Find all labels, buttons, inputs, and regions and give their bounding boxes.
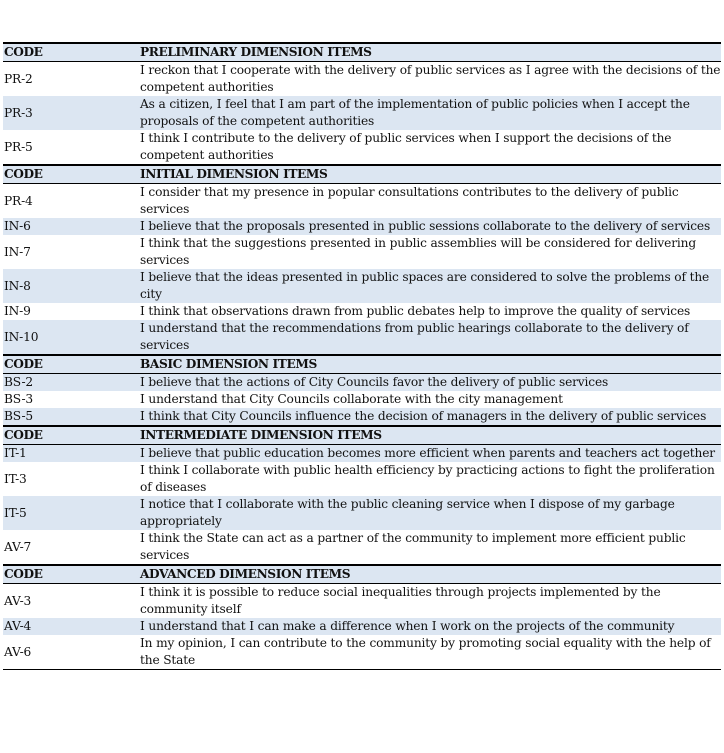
item-code: AV-6 (3, 635, 139, 670)
item-code: PR-4 (4, 193, 33, 208)
item-text: I believe that the proposals presented in public sessions collaborate to the delivery of services (139, 218, 721, 235)
item-code: AV-4 (3, 618, 139, 635)
item-text: As a citizen, I feel that I am part of the implementation of public policies when I accept the proposals of the competent authorities (139, 96, 721, 130)
item-code: PR-3 (3, 96, 139, 130)
item-text: I think the State can act as a partner of the community to implement more efficient public services (140, 531, 686, 562)
section-header-row (3, 165, 721, 184)
item-text: I understand that City Councils collaborate with the city management (140, 392, 563, 406)
table-row (3, 374, 721, 392)
item-code: IN-10 (3, 320, 139, 355)
item-text: I think I contribute to the delivery of public services when I support the decisions of the competent authorities (140, 131, 672, 162)
item-text: I believe that the actions of City Councils favor the delivery of public services (139, 374, 721, 392)
dimension-items-table (3, 42, 721, 670)
item-code: IN-9 (4, 304, 31, 318)
table-row (3, 618, 721, 635)
item-code: IT-5 (3, 496, 139, 530)
item-code: BS-3 (4, 392, 34, 406)
section-title: BASIC DIMENSION ITEMS (139, 355, 721, 374)
item-code: IT-3 (4, 471, 27, 486)
section-title: INTERMEDIATE DIMENSION ITEMS (139, 426, 721, 445)
item-text: I think that the suggestions presented in public assemblies will be considered for delivering services (140, 236, 697, 267)
item-code: PR-5 (4, 139, 33, 154)
item-code: IT-1 (3, 445, 139, 463)
item-code: AV-7 (4, 539, 32, 554)
table-row (3, 62, 721, 97)
item-code: PR-2 (4, 71, 33, 86)
section-header-row (3, 355, 721, 374)
item-code: IN-7 (4, 244, 31, 259)
item-code: AV-3 (4, 593, 32, 608)
table-row (3, 235, 721, 269)
table-row (3, 218, 721, 235)
section-header-row (3, 43, 721, 62)
table-row (3, 184, 721, 219)
section-header-row (3, 426, 721, 445)
table-row (3, 130, 721, 165)
table-row (3, 96, 721, 130)
item-text: I believe that the ideas presented in public spaces are considered to solve the problems of the city (139, 269, 721, 303)
code-column-header: CODE (3, 43, 139, 62)
item-text: I understand that the recommendations from public hearings collaborate to the delivery of services (139, 320, 721, 355)
table-row (3, 408, 721, 426)
item-text: I think that observations drawn from public debates help to improve the quality of services (140, 304, 691, 318)
section-header-row (3, 565, 721, 584)
table-row (3, 320, 721, 355)
item-text: I notice that I collaborate with the public cleaning service when I dispose of my garbage appropriately (139, 496, 721, 530)
table-row (3, 530, 721, 565)
item-code: IN-8 (3, 269, 139, 303)
code-column-header: CODE (3, 565, 139, 584)
item-code: IN-6 (3, 218, 139, 235)
table-row (3, 269, 721, 303)
section-title: INITIAL DIMENSION ITEMS (139, 165, 721, 184)
item-text: I think it is possible to reduce social inequalities through projects implemented by the community itself (140, 585, 661, 616)
item-text: I believe that public education becomes more efficient when parents and teachers act together (139, 445, 721, 463)
item-text: I think that City Councils influence the decision of managers in the delivery of public services (139, 408, 721, 426)
section-title: ADVANCED DIMENSION ITEMS (139, 565, 721, 584)
item-text: I think I collaborate with public health efficiency by practicing actions to fight the proliferation of diseases (140, 463, 715, 494)
item-text: In my opinion, I can contribute to the community by promoting social equality with the help of the State (139, 635, 721, 670)
item-text: I understand that I can make a difference when I work on the projects of the community (139, 618, 721, 635)
item-text: I reckon that I cooperate with the delivery of public services as I agree with the decisions of the competent authorities (140, 63, 721, 94)
section-title: PRELIMINARY DIMENSION ITEMS (139, 43, 721, 62)
table-row (3, 496, 721, 530)
code-column-header: CODE (3, 426, 139, 445)
table-row (3, 635, 721, 670)
table-row (3, 584, 721, 619)
table-row (3, 303, 721, 320)
item-code: BS-2 (3, 374, 139, 392)
table-row (3, 391, 721, 408)
code-column-header: CODE (3, 355, 139, 374)
table-row (3, 445, 721, 463)
item-text: I consider that my presence in popular consultations contributes to the delivery of public services (140, 185, 679, 216)
item-code: BS-5 (3, 408, 139, 426)
table-row (3, 462, 721, 496)
code-column-header: CODE (3, 165, 139, 184)
